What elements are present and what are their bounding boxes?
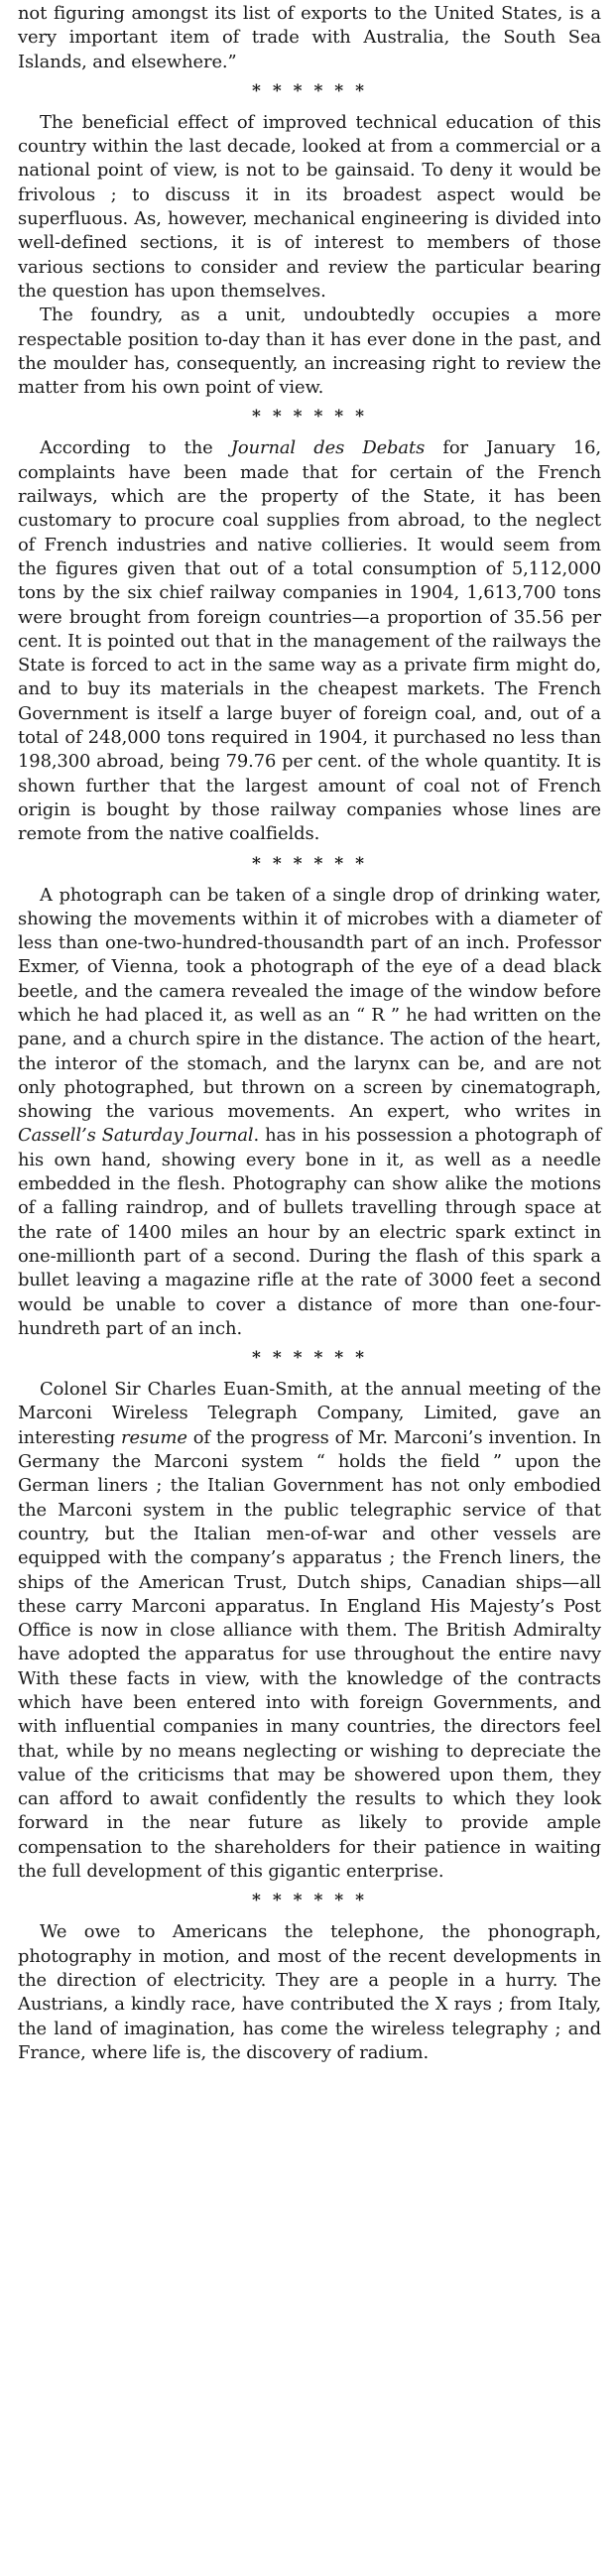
section-6 [18, 1920, 601, 2065]
paragraph [18, 1378, 601, 1884]
paragraph: not figuring amongst its list of exports to the United States, is a very important item of trade with Australia, the South Sea Islands, and elsewhere.” [18, 3, 601, 72]
section-4 [18, 884, 601, 1342]
italic-title: Journal des Debats [230, 437, 426, 459]
text-run: . has in his possession a photograph of his own hand, showing every bone in it, as well as a needle embedded in the flesh. Photography can show alike the motions of a falling raindrop, and of bullets travelling through space at the rate of 1400 miles an hour by an electric spark extinct in one-millionth part of a second. During the flash of this spark a bullet leaving a magazine rifle at the rate of 3000 feet a second would be unable to cover a distance of more than one-four-hundreth part of an inch. [18, 1125, 601, 1339]
text-run: for January 16, complaints have been made that for certain of the French railways, which are the property of the State, it has been customary to procure coal supplies from abroad, to the neglect of French industries and native collieries. It would seem from the figures given that out of a total consumption of 5,112,000 tons by the six chief railway companies in 1904, 1,613,700 tons were brought from foreign countries—a proportion of 35.56 per cent. It is pointed out that in the management of the railways the State is forced to act in the same way as a private firm might do, and to buy its materials in the cheapest markets. The French Government is itself a large buyer of foreign coal, and, out of a total of 248,000 tons required in 1904, it purchased no less than 198,300 abroad, being 79.76 per cent. of the whole quantity. It is shown further that the largest amount of coal not of French origin is bought by those railway companies whose lines are remote from the native coalfields. [18, 437, 601, 845]
paragraph [18, 436, 601, 846]
italic-word: resume [121, 1426, 187, 1448]
paragraph: The beneficial effect of improved technical education of this country within the last decade, looked at from a commercial or a national point of view, is not to be gainsaid. To deny it would be frivolous ; to discuss it in its broadest aspect would be superfluous. As, however, mechanical engineering is divided into well-defined sections, it is of interest to members of those various sections to consider and review the particular bearing the question has upon themselves. [18, 111, 601, 302]
section-separator: * * * * * * [252, 1348, 367, 1369]
italic-title: Cassell’s Saturday Journal [18, 1125, 254, 1147]
section-separator: * * * * * * [252, 1891, 367, 1911]
paragraph [18, 884, 601, 1342]
text-run: A photograph can be taken of a single drop of drinking water, showing the movements within it of microbes with a diameter of less than one-two-hundred-thousandth part of an inch. Professor Exmer, of Vienna, took a photograph of the eye of a dead black beetle, and the camera revealed the image of the window before which he had placed it, as well as an “ R ” he had written on the pane, and a church spire in the distance. The action of the heart, the interor of the stomach, and the larynx can be, and are not only photographed, but thrown on a screen by cinematograph, showing the various movements. An expert, who writes in [18, 884, 601, 1123]
section-separator: * * * * * * [252, 80, 367, 101]
article-column [18, 2, 601, 2065]
section-2 [18, 111, 601, 401]
section-5 [18, 1378, 601, 1884]
paragraph: We owe to Americans the telephone, the phonograph, photography in motion, and most of the recent developments in the direction of electricity. They are a people in a hurry. The Austrians, a kindly race, have contributed the X rays ; from Italy, the land of imagination, has come the wireless telegraphy ; and France, where life is, the discovery of radium. [18, 1921, 601, 2063]
text-run: of the progress of Mr. Marconi’s invention. In Germany the Marconi system “ holds the field ” upon the German liners ; the Italian Government has not only embodied the Marconi system in the public telegraphic service of that country, but the Italian men-of-war and other vessels are equipped with the company’s apparatus ; the French liners, the ships of the American Trust, Dutch ships, Canadian ships—all these carry Marconi apparatus. In England His Majesty’s Post Office is now in close alliance with them. The British Admiralty have adopted the apparatus for use throughout the entire navy With these facts in view, with the knowledge of the contracts which have been entered into with foreign Governments, and with influential companies in many countries, the directors feel that, while by no means neglecting or wishing to depreciate the value of the criticisms that may be showered upon them, they can afford to await confidently the results to which they look forward in the near future as likely to provide ample compensation to the shareholders for their patience in waiting the full development of this gigantic enterprise. [18, 1426, 601, 1883]
section-separator: * * * * * * [252, 853, 367, 874]
section-1 [18, 2, 601, 74]
text-run: Colonel Sir Charles Euan-Smith, at the annual meeting of the Marconi Wireless Telegraph Company, Limited, gave an interesting [18, 1379, 601, 1448]
paragraph: The foundry, as a unit, undoubtedly occupies a more respectable position to-day than it has ever done in the past, and the moulder has, consequently, an increasing right to review the matter from his own point of view. [18, 305, 601, 399]
section-3 [18, 436, 601, 846]
section-separator: * * * * * * [252, 407, 367, 428]
text-run: According to the [40, 437, 231, 459]
